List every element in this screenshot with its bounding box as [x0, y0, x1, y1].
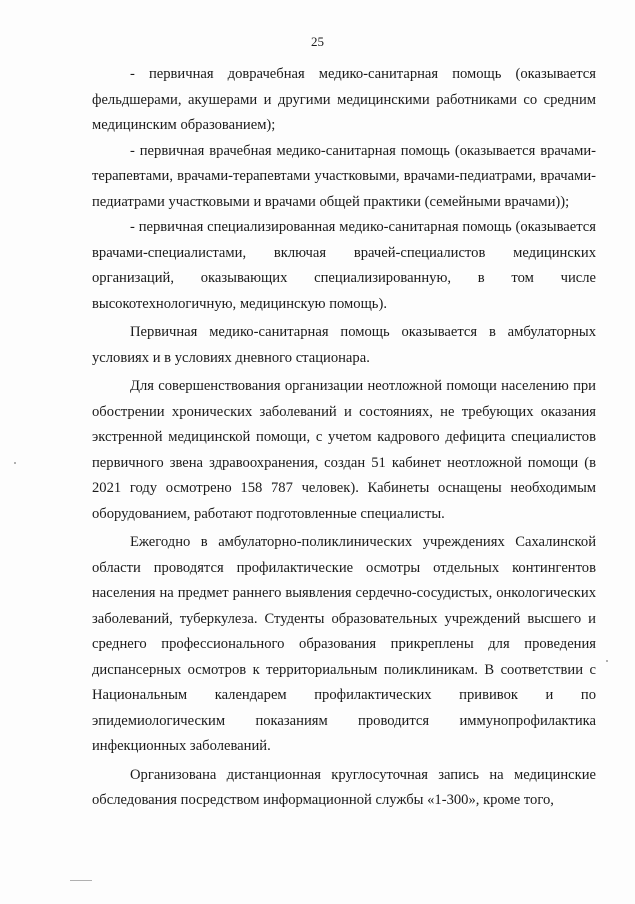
paragraph-urgent-care-rooms: Для совершенствования организации неотложной помощи населению при обострении хронических заболеваний и состояниях, не требующих оказания экстренной медицинской помощи, с учетом кадрового дефицита специалистов первичного звена здравоохранения, создан 51 кабинет неотложной помощи (в 2021 году осмотрено 158 787 человек). Кабинеты оснащены необходимым оборудованием, работают подготовленные специалисты.: [92, 378, 596, 522]
paragraph-preventive-examinations: Ежегодно в амбулаторно-поликлинических учреждениях Сахалинской области проводятся профилактические осмотры отдельных контингентов населения на предмет раннего выявления сердечно-сосудистых, онкологических заболеваний, туберкулеза. Студенты образовательных учреждений высшего и среднего профессионального образования прикреплены для проведения диспансерных осмотров к территориальным поликлиникам. В соответствии с Национальным календарем профилактических прививок и по эпидемиологическим показаниям проводится иммунопрофилактика инфекционных заболеваний.: [92, 534, 596, 754]
paragraph-remote-appointment: Организована дистанционная круглосуточная запись на медицинские обследования посредством информационной службы «1-300», кроме того,: [92, 766, 596, 808]
body-text: [92, 62, 596, 814]
paragraph-primary-specialized-care: - первичная специализированная медико-санитарная помощь (оказывается врачами-специалистами, включая врачей-специалистов медицинских организаций, оказывающих специализированную, в том числе высокотехнологичную, медицинскую помощь).: [92, 219, 596, 312]
page-number: 25: [311, 34, 324, 49]
scan-speck: [14, 462, 16, 464]
paragraph-primary-physician-care: - первичная врачебная медико-санитарная помощь (оказывается врачами-терапевтами, врачами-терапевтами участковыми, врачами-педиатрами, врачами-педиатрами участковыми и врачами общей практики (семейными врачами));: [92, 142, 596, 210]
scan-speck: [606, 660, 608, 662]
paragraph-outpatient-conditions: Первичная медико-санитарная помощь оказывается в амбулаторных условиях и в условиях дневного стационара.: [92, 324, 596, 366]
paragraph-primary-prephysician-care: - первичная доврачебная медико-санитарная помощь (оказывается фельдшерами, акушерами и другими медицинскими работниками со средним медицинским образованием);: [92, 66, 596, 133]
scan-speck: [70, 880, 92, 881]
